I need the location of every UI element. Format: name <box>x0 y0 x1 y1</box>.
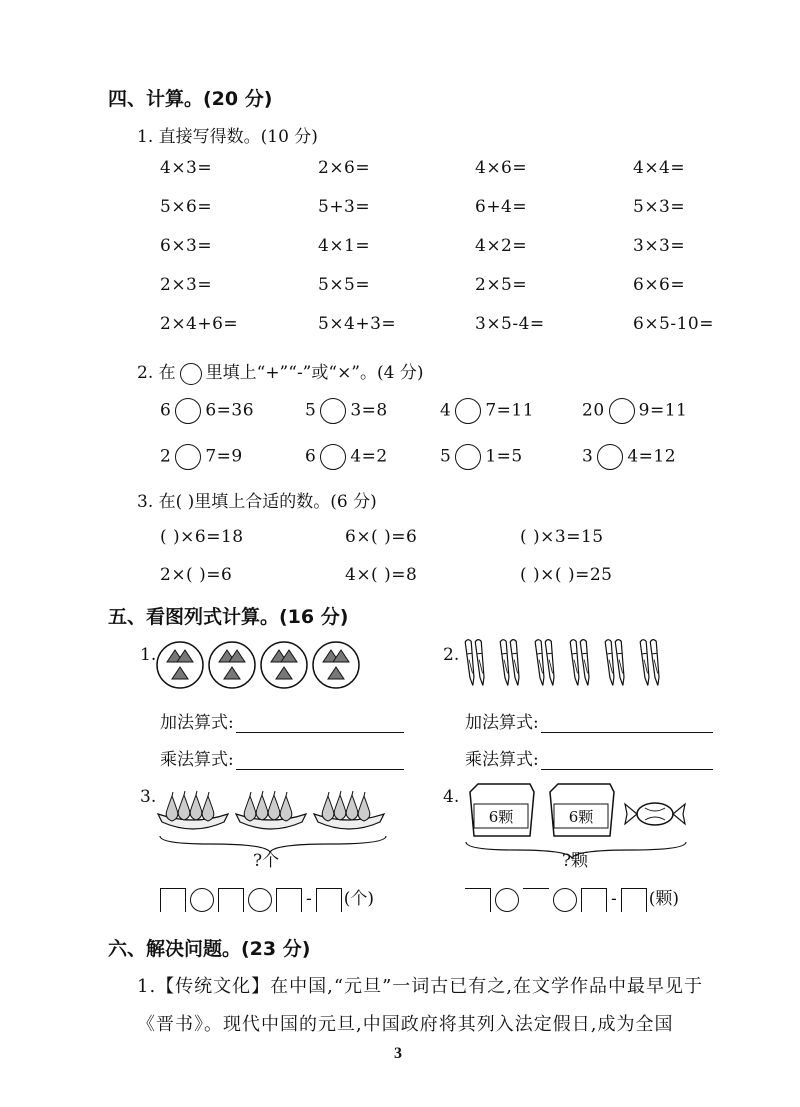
p3-number: 3. <box>140 787 157 807</box>
q3-item[interactable]: ( )×3=15 <box>520 527 604 547</box>
q2-right-expression: 7=11 <box>485 400 535 421</box>
q2-left-operand: 20 <box>582 400 605 421</box>
q3-item[interactable]: 4×( )=8 <box>345 565 418 585</box>
operator-circle[interactable] <box>455 444 481 470</box>
answer-circle[interactable] <box>248 888 272 912</box>
q2-left-operand: 5 <box>440 446 452 467</box>
q1-item[interactable]: 2×6= <box>318 158 371 178</box>
answer-box[interactable] <box>581 888 607 912</box>
q1-item[interactable]: 4×1= <box>318 236 371 256</box>
candy-bag <box>470 784 534 836</box>
answer-box[interactable] <box>276 888 302 912</box>
q2-item <box>305 398 388 424</box>
circle-group <box>313 642 359 688</box>
q2-left-operand: 2 <box>160 446 172 467</box>
p1-add-answer-line[interactable] <box>236 714 404 733</box>
bag-label: 6颗 <box>568 808 594 826</box>
p3-unit: (个) <box>343 889 375 909</box>
q1-item[interactable]: 4×3= <box>160 158 213 178</box>
p4-number: 4. <box>443 787 460 807</box>
p2-mul-row <box>465 745 713 770</box>
q1-item[interactable]: 5×3= <box>633 197 686 217</box>
circle-group <box>261 642 307 688</box>
operator-circle[interactable] <box>175 444 201 470</box>
section5-title: 五、看图列式计算。(16 分) <box>108 606 349 628</box>
candy-bag <box>550 784 614 836</box>
operator-circle[interactable] <box>609 398 635 424</box>
minus-sign: - <box>306 889 312 909</box>
p2-add-row <box>465 708 713 733</box>
q2-right-expression: 7=9 <box>205 446 243 467</box>
section6-title: 六、解决问题。(23 分) <box>108 938 311 960</box>
pear-plate <box>158 791 228 829</box>
q2-left-operand: 6 <box>160 400 172 421</box>
pens-figure <box>460 636 675 694</box>
answer-box[interactable] <box>160 888 186 912</box>
q2-item <box>582 398 687 424</box>
q3-title: 3. 在( )里填上合适的数。(6 分) <box>137 492 377 512</box>
p3-brace-label: ?个 <box>253 851 280 871</box>
answer-circle[interactable] <box>190 888 214 912</box>
q1-item[interactable]: 5×4+3= <box>318 314 397 334</box>
q2-item <box>440 398 534 424</box>
q1-item[interactable]: 6×6= <box>633 275 686 295</box>
pear-plate <box>314 791 384 829</box>
q2-right-expression: 1=5 <box>485 446 523 467</box>
pen-pair <box>605 638 626 686</box>
p4-unit: (颗) <box>648 889 680 909</box>
q1-item[interactable]: 5×5= <box>318 275 371 295</box>
pen-pair <box>465 638 486 686</box>
q1-item[interactable]: 3×5-4= <box>475 314 545 334</box>
page-number: 3 <box>394 1045 402 1062</box>
q2-right-expression: 9=11 <box>638 400 688 421</box>
q1-item[interactable]: 2×5= <box>475 275 528 295</box>
p1-mul-row <box>160 745 404 770</box>
q1-text-line2: 《晋书》。现代中国的元旦,中国政府将其列入法定假日,成为全国 <box>137 1014 674 1035</box>
q2-right-expression: 6=36 <box>205 400 255 421</box>
p1-number: 1. <box>140 645 157 665</box>
q2-right-expression: 3=8 <box>350 400 388 421</box>
p1-add-row <box>160 708 404 733</box>
q3-item[interactable]: 6×( )=6 <box>345 527 418 547</box>
q1-item[interactable]: 4×4= <box>633 158 686 178</box>
operator-circle[interactable] <box>320 398 346 424</box>
q2-item <box>160 398 254 424</box>
p1-add-label: 加法算式: <box>160 713 234 733</box>
q2-left-operand: 3 <box>582 446 594 467</box>
q1-item[interactable]: 2×3= <box>160 275 213 295</box>
p2-add-label: 加法算式: <box>465 713 539 733</box>
q1-title: 1. 直接写得数。(10 分) <box>137 127 318 147</box>
q2-item <box>440 444 523 470</box>
q1-item[interactable]: 6+4= <box>475 197 528 217</box>
q1-item[interactable]: 6×3= <box>160 236 213 256</box>
q1-item[interactable]: 2×4+6= <box>160 314 239 334</box>
p1-mul-label: 乘法算式: <box>160 750 234 770</box>
p2-mul-answer-line[interactable] <box>541 751 713 770</box>
q1-text-line1: 1.【传统文化】在中国,“元旦”一词古已有之,在文学作品中最早见于 <box>137 976 704 997</box>
p1-mul-answer-line[interactable] <box>236 751 404 770</box>
p2-mul-label: 乘法算式: <box>465 750 539 770</box>
p4-brace-label: ?颗 <box>562 851 589 871</box>
answer-box[interactable] <box>465 888 491 912</box>
operator-circle[interactable] <box>597 444 623 470</box>
q2-left-operand: 4 <box>440 400 452 421</box>
q2-right-expression: 4=2 <box>350 446 388 467</box>
q3-item[interactable]: 2×( )=6 <box>160 565 233 585</box>
p2-add-answer-line[interactable] <box>541 714 713 733</box>
triangle-circles-figure <box>155 640 365 692</box>
pear-plate <box>236 791 306 829</box>
q1-item[interactable]: 3×3= <box>633 236 686 256</box>
minus-sign: - <box>611 889 617 909</box>
q1-item[interactable]: 6×5-10= <box>633 314 714 334</box>
q2-title-circle <box>180 363 202 385</box>
pen-pair <box>640 638 661 686</box>
p2-number: 2. <box>443 645 460 665</box>
pen-pair <box>570 638 591 686</box>
q2-right-expression: 4=12 <box>627 446 677 467</box>
q1-item[interactable]: 4×6= <box>475 158 528 178</box>
answer-box[interactable] <box>523 888 549 912</box>
q2-item <box>305 444 388 470</box>
answer-circle[interactable] <box>495 888 519 912</box>
q2-title-post: 里填上“+”“-”或“×”。(4 分) <box>205 363 424 383</box>
q2-left-operand: 6 <box>305 446 317 467</box>
p4-equation-template <box>465 884 679 912</box>
q2-title-pre: 2. 在 <box>137 363 176 383</box>
bag-label: 6颗 <box>488 808 514 826</box>
candy-icon <box>625 803 685 825</box>
answer-box[interactable] <box>316 888 342 912</box>
p3-equation-template <box>160 884 374 912</box>
operator-circle[interactable] <box>175 398 201 424</box>
pen-pair <box>500 638 521 686</box>
operator-circle[interactable] <box>455 398 481 424</box>
q3-item[interactable]: ( )×6=18 <box>160 527 244 547</box>
answer-box[interactable] <box>621 888 647 912</box>
q1-item[interactable]: 5+3= <box>318 197 371 217</box>
q2-left-operand: 5 <box>305 400 317 421</box>
circle-group <box>157 642 203 688</box>
operator-circle[interactable] <box>320 444 346 470</box>
answer-box[interactable] <box>218 888 244 912</box>
q2-item <box>160 444 243 470</box>
q1-item[interactable]: 4×2= <box>475 236 528 256</box>
section4-title: 四、计算。(20 分) <box>108 88 273 110</box>
q1-item[interactable]: 5×6= <box>160 197 213 217</box>
answer-circle[interactable] <box>553 888 577 912</box>
q2-title <box>137 358 424 385</box>
pen-pair <box>535 638 556 686</box>
circle-group <box>209 642 255 688</box>
q3-item[interactable]: ( )×( )=25 <box>520 565 613 585</box>
q2-item <box>582 444 676 470</box>
